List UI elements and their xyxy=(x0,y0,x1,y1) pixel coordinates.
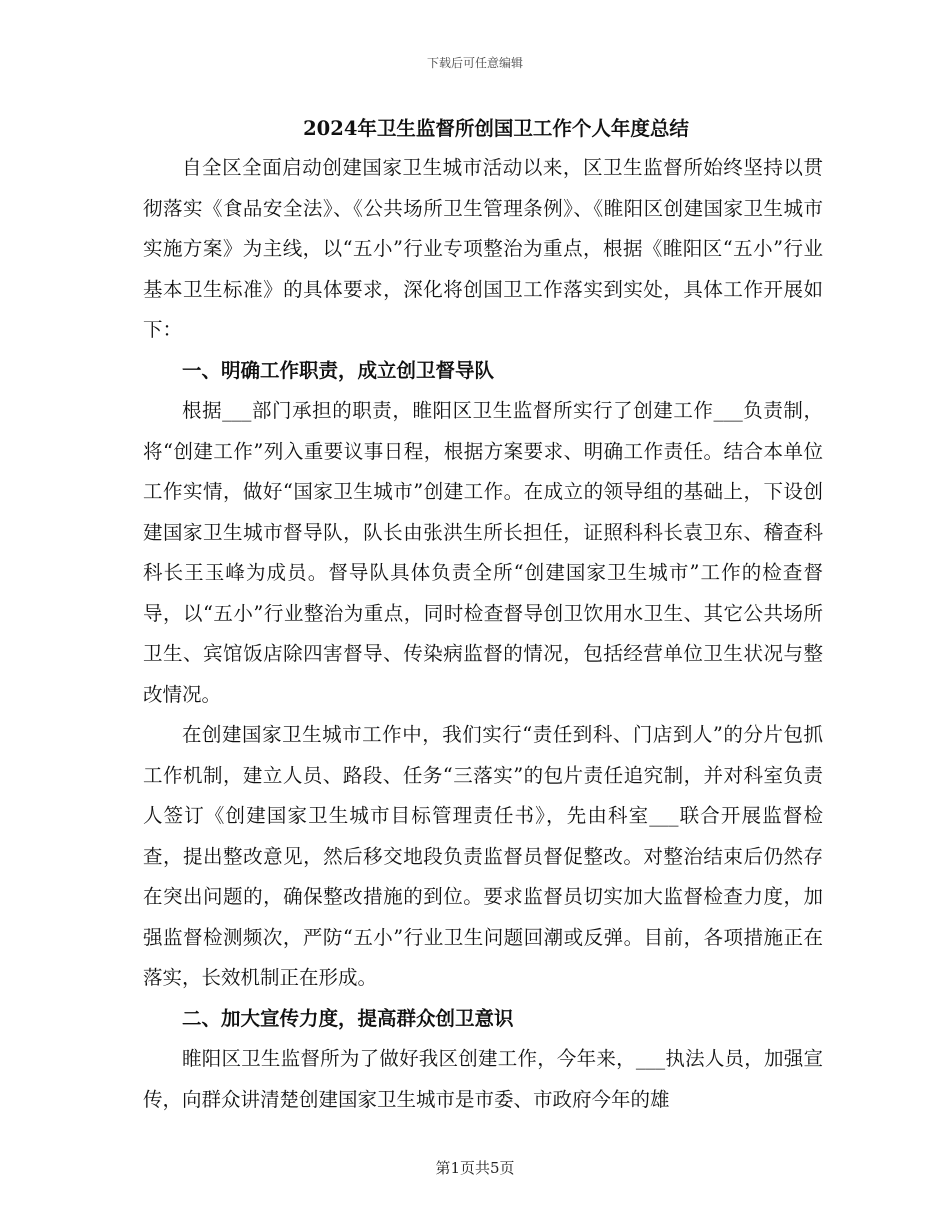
section-1-paragraph-1: 根据___部门承担的职责，睢阳区卫生监督所实行了创建工作___负责制，将“创建工作”列入重要议事日程，根据方案要求、明确工作责任。结合本单位工作实情，做好“国家卫生城市”创建工作。在成立的领导组的基础上，下设创建国家卫生城市督导队，队长由张洪生所长担任，证照科科长袁卫东、稽查科科长王玉峰为成员。督导队具体负责全所“创建国家卫生城市”工作的检查督导，以“五小”行业整治为重点，同时检查督导创卫饮用水卫生、其它公共场所卫生、宾馆饭店除四害督导、传染病监督的情况，包括经营单位卫生状况与整改情况。 xyxy=(143,399,823,706)
page-footer: 第1页共5页 xyxy=(435,1159,515,1177)
section-2-heading: 二、加大宣传力度，提高群众创卫意识 xyxy=(182,1006,514,1030)
intro-paragraph: 自全区全面启动创建国家卫生城市活动以来，区卫生监督所始终坚持以贯彻落实《食品安全法》、《公共场所卫生管理条例》、《睢阳区创建国家卫生城市实施方案》为主线，以“五小”行业专项整治为重点，根据《睢阳区“五小”行业基本卫生标准》的具体要求，深化将创国卫工作落实到实处，具体工作开展如下： xyxy=(143,156,823,341)
section-1-heading: 一、明确工作职责，成立创卫督导队 xyxy=(182,358,495,382)
document-body xyxy=(143,112,823,1120)
section-2-paragraph-1: 睢阳区卫生监督所为了做好我区创建工作，今年来，___执法人员，加强宣传，向群众讲清楚创建国家卫生城市是市委、市政府今年的雄 xyxy=(143,1047,823,1111)
document-title: 2024年卫生监督所创国卫工作个人年度总结 xyxy=(303,117,689,140)
section-1-paragraph-2: 在创建国家卫生城市工作中，我们实行“责任到科、门店到人”的分片包抓工作机制，建立人员、路段、任务“三落实”的包片责任追究制，并对科室负责人签订《创建国家卫生城市目标管理责任书》，先由科室___联合开展监督检查，提出整改意见，然后移交地段负责监督员督促整改。对整治结束后仍然存在突出问题的，确保整改措施的到位。要求监督员切实加大监督检查力度，加强监督检测频次，严防“五小”行业卫生问题回潮或反弹。目前，各项措施正在落实，长效机制正在形成。 xyxy=(143,723,823,989)
page-header: 下载后可任意编辑 xyxy=(426,56,523,70)
